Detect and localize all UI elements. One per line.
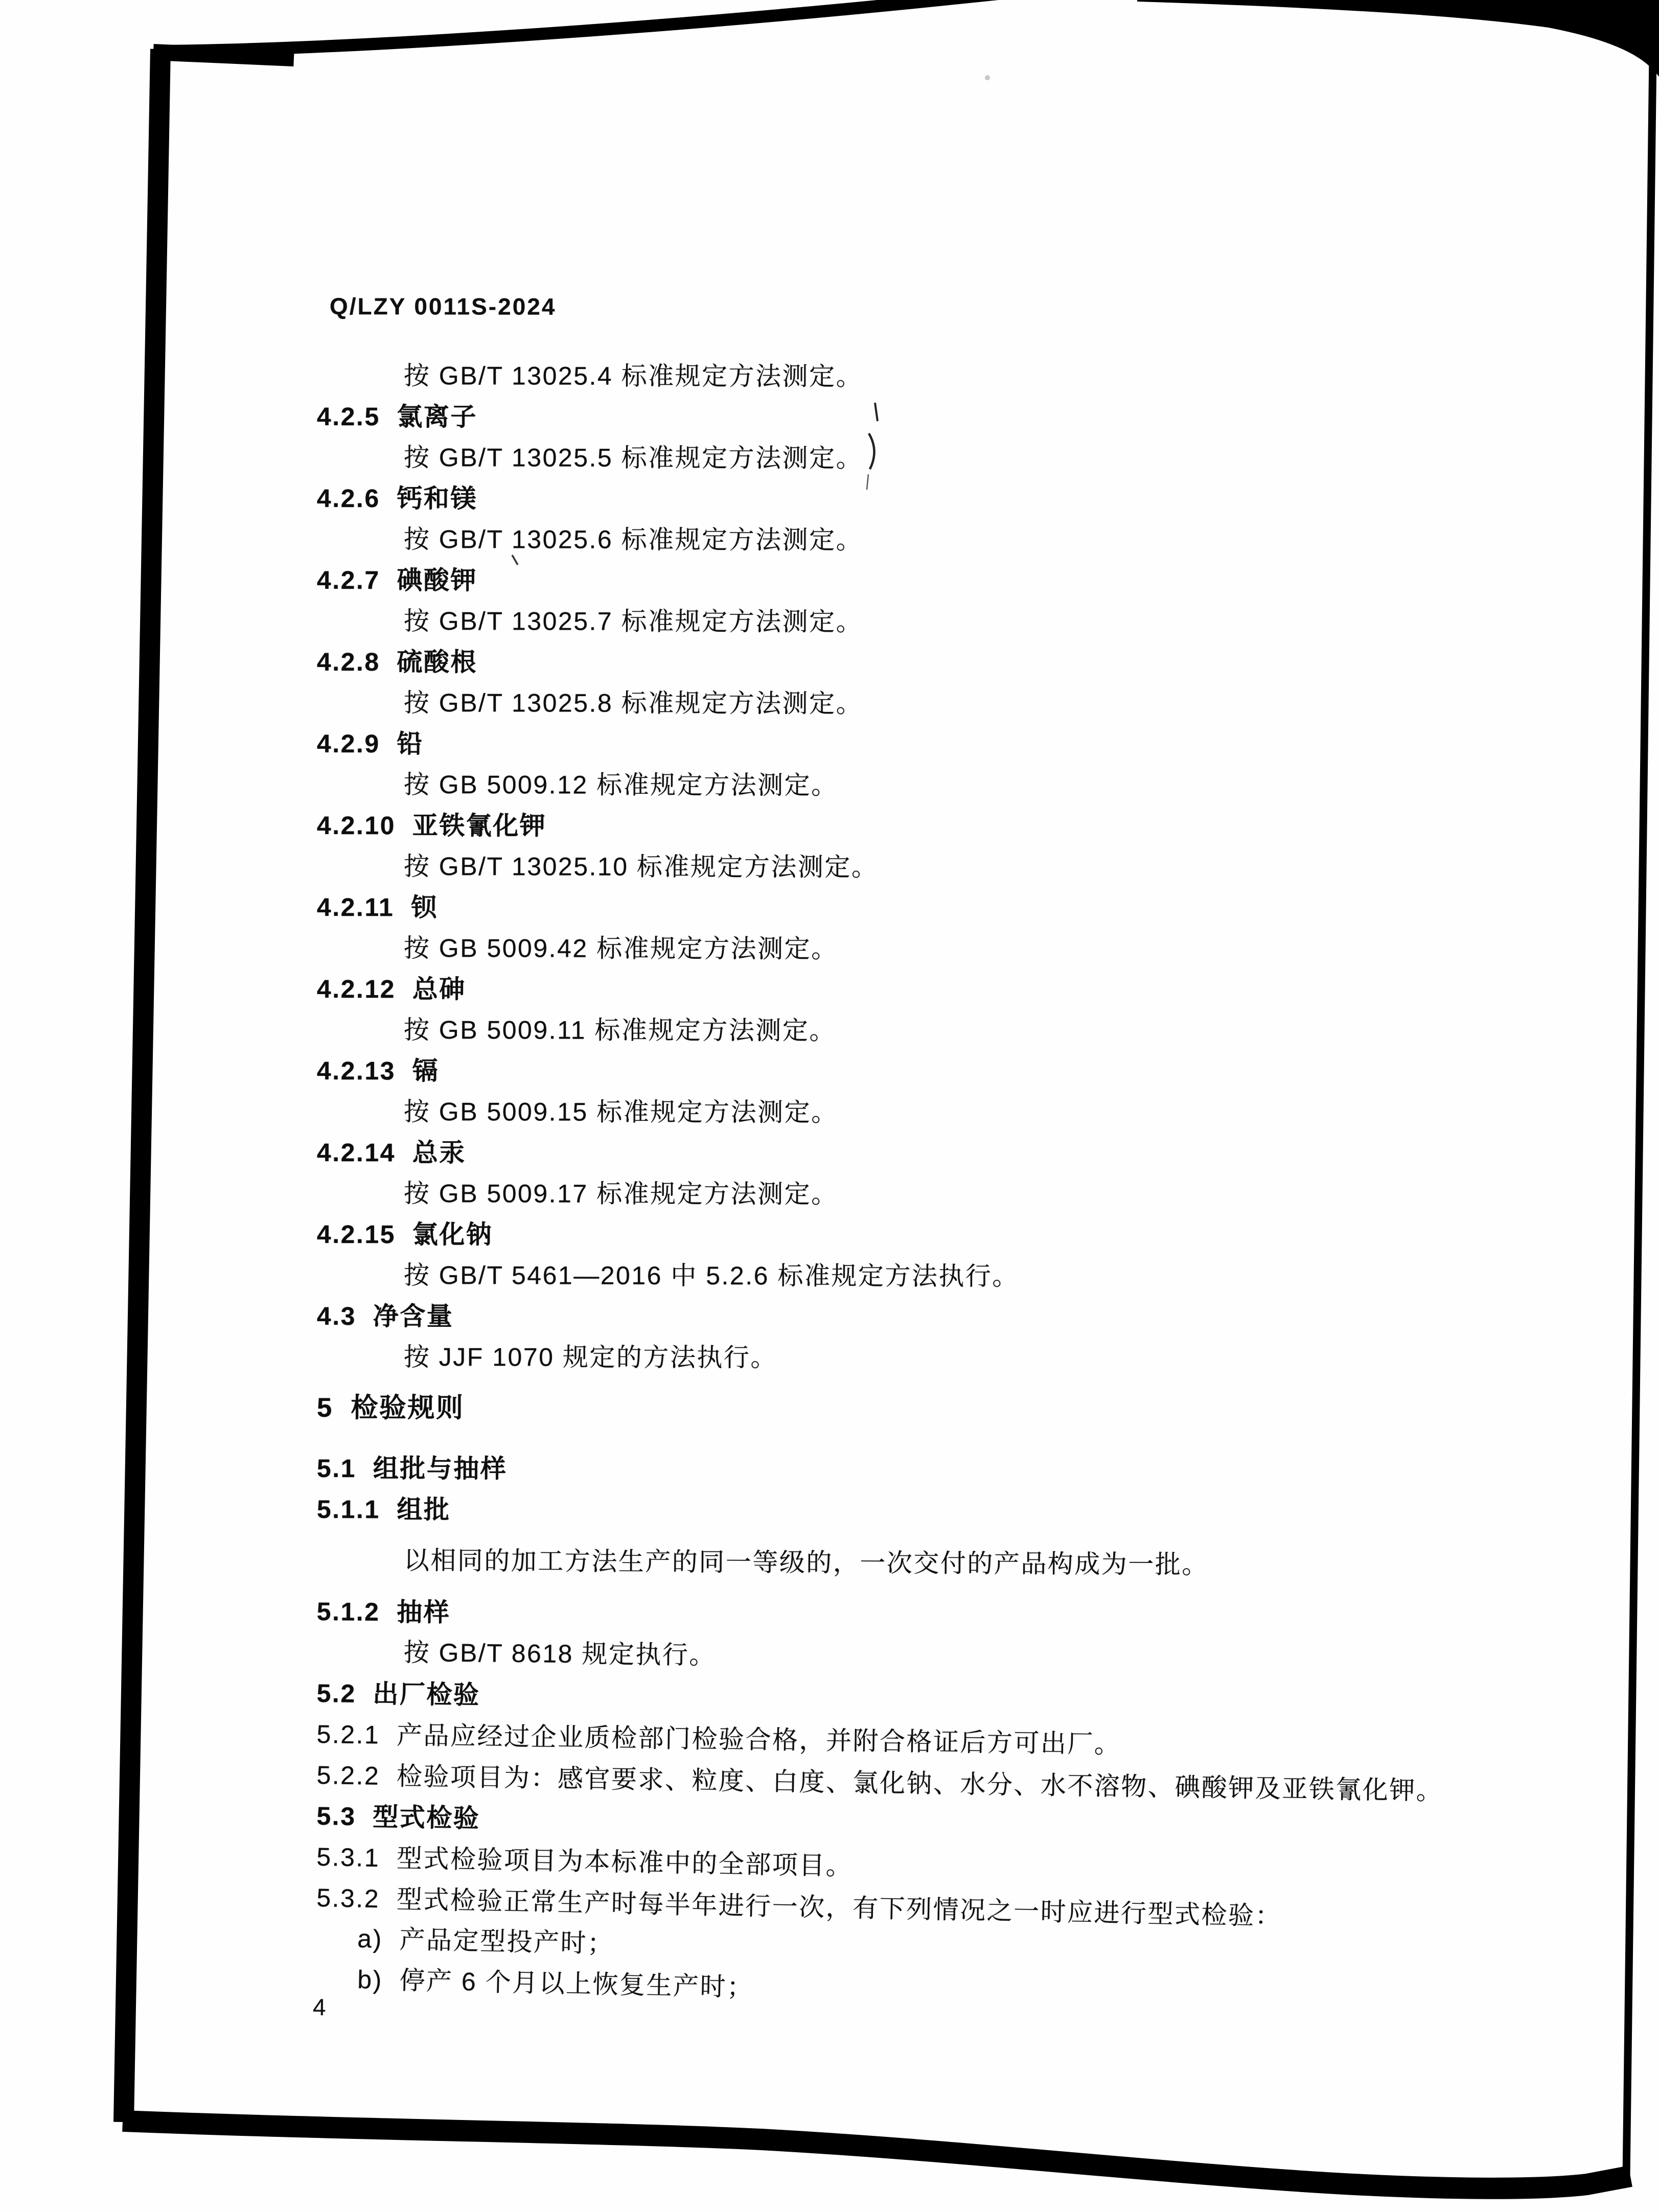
text-line: 4.2.6 钙和镁 [316,484,477,513]
scan-border-right [1626,55,1653,2178]
text-line: 按 GB/T 8618 规定执行。 [403,1638,717,1670]
text-line: 5.2.1 产品应经过企业质检部门检验合格，并附合格证后方可出厂。 [316,1719,1121,1759]
scan-speck-curve [869,433,874,469]
scan-border-topleft [153,52,294,58]
text-line: 按 GB 5009.42 标准规定方法测定。 [403,934,838,963]
text-line: 5.3.2 型式检验正常生产时每半年进行一次，有下列情况之一时应进行型式检验： [316,1883,1282,1931]
text-line: 5.1 组批与抽样 [316,1454,508,1483]
text-line: 4.2.10 亚铁氰化钾 [316,811,547,840]
text-line: 按 GB/T 13025.6 标准规定方法测定。 [403,525,863,555]
text-line: 4.2.15 氯化钠 [316,1220,493,1249]
scan-speck-dot [985,75,990,80]
text-line: 5.1.2 抽样 [316,1597,451,1627]
text-line: 按 GB 5009.12 标准规定方法测定。 [403,770,838,800]
text-line: 5.3.1 型式检验项目为本标准中的全部项目。 [316,1842,853,1881]
text-line: 5.1.1 组批 [316,1495,451,1524]
text-line: 按 GB/T 13025.8 标准规定方法测定。 [403,688,863,718]
doc-code: Q/LZY 0011S-2024 [329,293,557,320]
text-line: 4.2.11 钡 [316,893,438,922]
text-line: 5 检验规则 [316,1393,465,1423]
text-line: 按 GB/T 13025.5 标准规定方法测定。 [403,443,863,473]
text-line: 按 GB/T 13025.7 标准规定方法测定。 [403,607,863,636]
scan-border-topright [1137,0,1659,77]
text-line: 4.2.12 总砷 [316,975,466,1004]
text-line: 按 GB/T 13025.4 标准规定方法测定。 [403,361,863,391]
text-line: 按 GB 5009.15 标准规定方法测定。 [403,1097,838,1127]
text-line: 4.2.7 碘酸钾 [316,566,477,595]
text-line: 4.3 净含量 [316,1302,454,1331]
text-line: 4.2.5 氯离子 [316,402,477,431]
text-line: 5.3 型式检验 [316,1801,480,1833]
scan-border-top [156,0,1008,51]
text-line: 按 GB 5009.11 标准规定方法测定。 [403,1016,836,1045]
text-line: 5.2.2 检验项目为：感官要求、粒度、白度、氯化钠、水分、水不溶物、碘酸钾及亚铁氰化钾。 [316,1760,1443,1806]
text-line: 4.2.8 硫酸根 [316,648,477,677]
page-number: 4 [312,1993,326,2021]
text-line: b) 停产 6 个月以上恢复生产时； [357,1965,754,2002]
text-line: 5.2 出厂检验 [316,1679,480,1710]
text-line: 以相同的加工方法生产的同一等级的，一次交付的产品构成为一批。 [403,1546,1209,1579]
scan-border-bottom [123,2121,1630,2188]
text-line: 按 GB/T 13025.10 标准规定方法测定。 [403,852,879,882]
text-line: 按 GB/T 5461—2016 中 5.2.6 标准规定方法执行。 [403,1261,1019,1291]
text-line: 4.2.9 铅 [316,729,424,758]
text-line: a) 产品定型投产时； [357,1924,615,1958]
text-line: 按 GB 5009.17 标准规定方法测定。 [403,1179,838,1209]
text-line: 4.2.14 总汞 [316,1138,466,1167]
text-line: 按 JJF 1070 规定的方法执行。 [403,1343,777,1372]
scan-speck-tick [875,403,878,421]
scan-speck-dash [867,474,868,490]
text-line: 4.2.13 镉 [316,1056,440,1086]
scan-border-left [124,49,160,2122]
scan-speck-small [512,555,518,565]
